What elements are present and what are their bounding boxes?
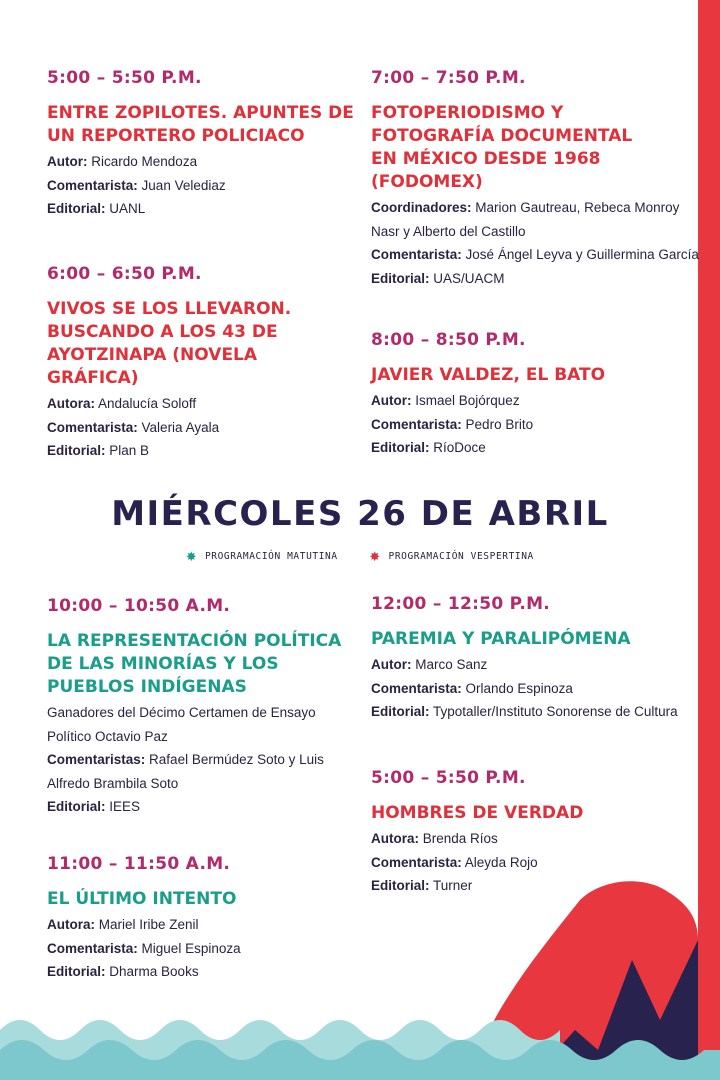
legend-evening-label: PROGRAMACIÓN VESPERTINA: [388, 551, 534, 562]
credit-label: Coordinadores:: [371, 200, 472, 215]
credit-line: [371, 677, 691, 701]
credit-value: Ricardo Mendoza: [91, 154, 198, 169]
event-title: PAREMIA Y PARALIPÓMENA: [371, 629, 631, 649]
event-time: 8:00 – 8:50 P.M.: [371, 330, 526, 350]
credit-value: Miguel Espinoza: [141, 940, 241, 956]
credit-label: Editorial:: [371, 270, 430, 286]
credit-label: Comentarista:: [371, 247, 462, 262]
credit-value: Pedro Brito: [465, 416, 534, 432]
credit-label: Autora:: [371, 831, 419, 846]
event-paremia: [371, 594, 691, 724]
credit-value: UANL: [109, 201, 146, 216]
credit-value: Rafael Bermúdez Soto y Luis: [149, 752, 324, 767]
event-time: 7:00 – 7:50 P.M.: [371, 68, 526, 88]
event-fotoperiodismo: [371, 68, 699, 290]
credit-line: [371, 243, 699, 267]
credit-line: [371, 653, 691, 677]
credit-value: Turner: [433, 878, 473, 893]
credit-line: [47, 772, 357, 796]
credit-value: Ganadores del Décimo Certamen de Ensayo: [47, 705, 316, 720]
credit-value: Andalucía Soloff: [98, 396, 197, 411]
credit-line: [371, 700, 691, 724]
credit-line: [371, 827, 691, 851]
credit-label: Autor:: [47, 154, 88, 169]
credit-value: Marco Sanz: [415, 657, 488, 672]
credit-line: [47, 725, 357, 749]
event-javier-valdez: [371, 330, 691, 460]
credit-value: Orlando Espinoza: [465, 680, 573, 696]
credit-line: [47, 748, 357, 772]
event-hombres-de-verdad: [371, 768, 691, 898]
credit-value: Político Octavio Paz: [47, 728, 168, 744]
event-time: 6:00 – 6:50 P.M.: [47, 264, 202, 284]
credit-line: [371, 413, 691, 437]
credit-line: [47, 439, 357, 463]
credit-value: Valeria Ayala: [141, 419, 220, 435]
event-vivos-se-los-llevaron: [47, 264, 357, 463]
credit-line: [47, 174, 357, 198]
red-star-icon: ✸: [369, 546, 381, 566]
credit-label: Editorial:: [371, 704, 430, 719]
event-title: VIVOS SE LOS LLEVARON. BUSCANDO A LOS 43 DE AYOTZINAPA (NOVELA GRÁFICA): [47, 299, 292, 388]
event-time: 5:00 – 5:50 P.M.: [47, 68, 202, 88]
credit-label: Editorial:: [47, 201, 106, 216]
credit-label: Comentarista:: [47, 419, 138, 435]
credit-line: [47, 701, 357, 725]
credit-label: Autor:: [371, 393, 412, 408]
credit-label: Comentarista:: [371, 854, 462, 870]
credit-value: Aleyda Rojo: [464, 854, 538, 870]
credit-line: [371, 389, 691, 413]
credit-value: Mariel Iribe Zenil: [98, 917, 199, 932]
credit-line: [47, 392, 357, 416]
credit-label: Editorial:: [371, 440, 430, 455]
event-time: 12:00 – 12:50 P.M.: [371, 594, 551, 614]
credit-line: [371, 436, 691, 460]
event-title: JAVIER VALDEZ, EL BATO: [371, 365, 606, 385]
credit-label: Editorial:: [371, 878, 430, 893]
credit-line: [371, 196, 691, 220]
credit-label: Comentarista:: [47, 177, 138, 193]
credit-label: Comentarista:: [371, 680, 462, 696]
credit-value: RíoDoce: [433, 440, 486, 455]
credit-label: Autor:: [371, 657, 412, 672]
credit-value: Marion Gautreau, Rebeca Monroy: [475, 200, 680, 215]
event-entre-zopilotes: [47, 68, 357, 221]
credit-line: [47, 795, 357, 819]
program-legend: [0, 548, 720, 565]
credit-value: Ismael Bojórquez: [415, 393, 520, 408]
credit-label: Comentaristas:: [47, 752, 146, 767]
event-time: 10:00 – 10:50 A.M.: [47, 596, 231, 616]
event-time: 11:00 – 11:50 A.M.: [47, 854, 231, 874]
credit-value: Dharma Books: [109, 964, 199, 979]
credit-value: UAS/UACM: [433, 270, 505, 286]
event-time: 5:00 – 5:50 P.M.: [371, 768, 526, 788]
credit-value: Brenda Ríos: [422, 831, 498, 846]
credit-value: Alfredo Brambila Soto: [47, 775, 179, 791]
event-title: LA REPRESENTACIÓN POLÍTICA DE LAS MINORÍAS Y LOS PUEBLOS INDÍGENAS: [47, 631, 342, 697]
credit-line: [47, 197, 357, 221]
credit-label: Autora:: [47, 917, 95, 932]
credit-line: [47, 416, 357, 440]
teal-star-icon: ✸: [186, 546, 197, 566]
event-title: ENTRE ZOPILOTES. APUNTES DE UN REPORTERO POLICIACO: [47, 103, 354, 146]
event-title: FOTOPERIODISMO Y FOTOGRAFÍA DOCUMENTAL EN MÉXICO DESDE 1968 (FODOMEX): [371, 103, 633, 192]
credit-line: [47, 150, 357, 174]
credit-label: Editorial:: [47, 443, 106, 458]
credit-label: Editorial:: [47, 964, 106, 979]
credit-value: Juan Velediaz: [141, 177, 226, 193]
credit-line: [371, 220, 691, 244]
credit-value: Plan B: [109, 443, 150, 458]
credit-value: José Ángel Leyva y Guillermina García: [465, 247, 699, 262]
event-representacion-politica: [47, 596, 357, 819]
credit-label: Autora:: [47, 396, 95, 411]
credit-label: Comentarista:: [47, 940, 138, 956]
credit-value: Nasr y Alberto del Castillo: [371, 223, 526, 239]
event-title: EL ÚLTIMO INTENTO: [47, 889, 237, 909]
day-heading: MIÉRCOLES 26 DE ABRIL: [111, 494, 609, 534]
event-title: HOMBRES DE VERDAD: [371, 803, 584, 823]
credit-value: Typotaller/Instituto Sonorense de Cultura: [433, 704, 678, 719]
waves-and-mountain-illustration: [0, 880, 720, 1080]
credit-value: IEES: [109, 799, 141, 814]
credit-line: [371, 267, 691, 291]
credit-label: Editorial:: [47, 799, 106, 814]
legend-morning-label: PROGRAMACIÓN MATUTINA: [204, 551, 338, 562]
credit-label: Comentarista:: [371, 416, 462, 432]
credit-line: [371, 851, 691, 875]
